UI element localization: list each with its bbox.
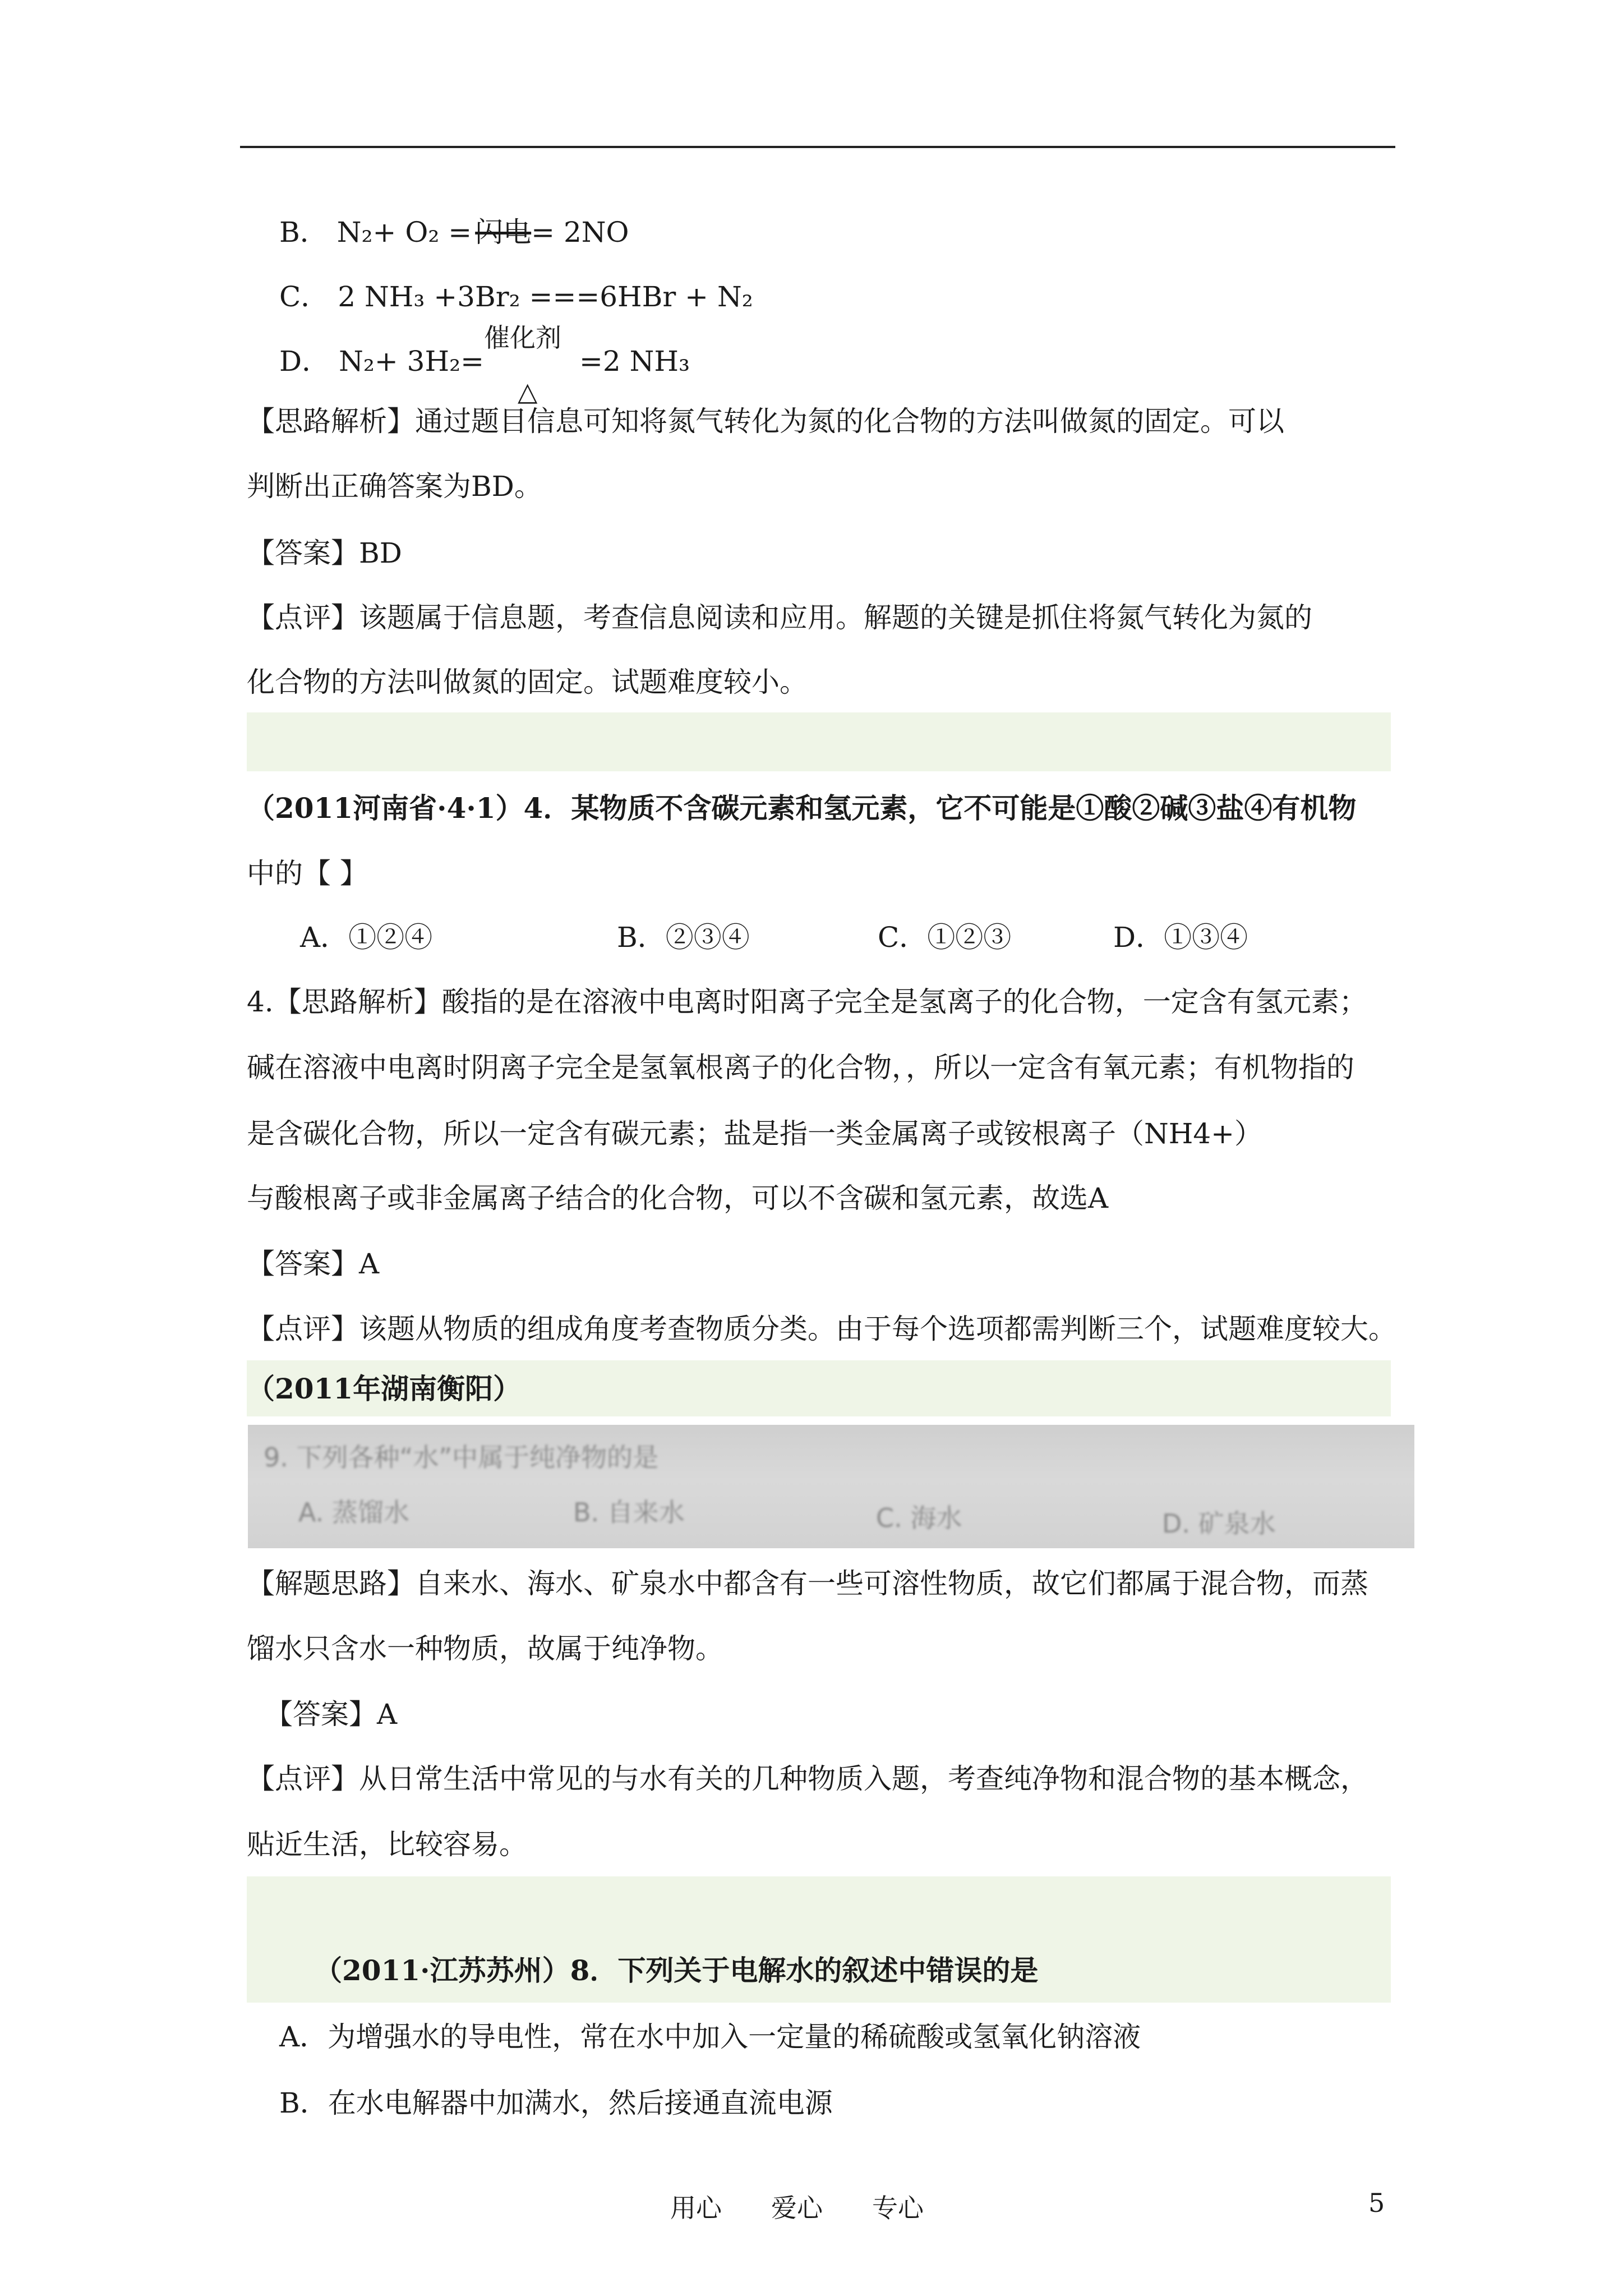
- option-b-product: = 2NO: [531, 216, 629, 249]
- q4-option-a: A．①②④: [300, 921, 433, 954]
- q9-source: （2011年湖南衡阳）: [247, 1372, 522, 1405]
- q8-option-a: A．为增强水的导电性，常在水中加入一定量的稀硫酸或氢氧化钠溶液: [279, 2021, 1141, 2053]
- q4-analysis-line-1: 4.【思路解析】酸指的是在溶液中电离时阳离子完全是氢离子的化合物，一定含有氢元素；: [247, 986, 1367, 1018]
- q8-stem-text: （2011·江苏苏州）8．下列关于电解水的叙述中错误的是: [314, 1954, 1039, 1987]
- option-c: [279, 279, 753, 314]
- comment-line-2: 化合物的方法叫做氮的固定。试题难度较小。: [247, 666, 808, 698]
- q9-scanned-photo: [248, 1425, 1414, 1548]
- option-c-formula: 2 NH₃ +3Br₂ ===6HBr + N₂: [338, 280, 753, 313]
- heat-triangle-icon: △: [518, 376, 538, 407]
- comment-line-1: 【点评】该题属于信息题，考查信息阅读和应用。解题的关键是抓住将氮气转化为氮的: [247, 601, 1312, 634]
- q9-photo-option-a: A. 蒸馏水: [298, 1497, 409, 1527]
- page-number: 5: [1368, 2188, 1385, 2218]
- q4-answer: 【答案】A: [247, 1248, 380, 1280]
- option-b-formula: N₂+ O₂ =: [336, 216, 472, 249]
- q4-option-c: C．①②③: [878, 921, 1012, 954]
- option-b-label: B．: [279, 216, 328, 249]
- q9-comment-line-1: 【点评】从日常生活中常见的与水有关的几种物质入题，考查纯净物和混合物的基本概念，: [247, 1763, 1368, 1795]
- separator-band: [247, 712, 1391, 771]
- q9-comment-line-2: 贴近生活，比较容易。: [247, 1828, 527, 1861]
- footer-motto-2: 爱心: [771, 2193, 823, 2223]
- q9-answer: 【答案】A: [265, 1698, 398, 1731]
- option-d-label: D．: [279, 345, 330, 378]
- option-b: [279, 215, 629, 250]
- q4-comment: 【点评】该题从物质的组成角度考查物质分类。由于每个选项都需判断三个，试题难度较大。: [247, 1313, 1396, 1345]
- q4-stem-line-1: [247, 791, 1356, 826]
- q4-option-b: B．②③④: [617, 921, 750, 954]
- q8-stem: [314, 1953, 1038, 1988]
- option-d: [279, 323, 690, 407]
- option-b-condition: 闪电: [475, 216, 532, 249]
- q9-photo-option-c: C. 海水: [876, 1503, 962, 1533]
- q4-option-d: D．①③④: [1113, 921, 1248, 954]
- q9-analysis-line-1: 【解题思路】自来水、海水、矿泉水中都含有一些可溶性物质，故它们都属于混合物，而蒸: [247, 1567, 1368, 1600]
- q9-analysis-line-2: 馏水只含水一种物质，故属于纯净物。: [247, 1632, 723, 1665]
- q4-analysis-line-3: 是含碳化合物，所以一定含有碳元素；盐是指一类金属离子或铵根离子（NH4+）: [247, 1117, 1263, 1150]
- q9-photo-option-d: D. 矿泉水: [1162, 1508, 1276, 1539]
- q4-stem-text: （2011河南省·4·1）4．某物质不含碳元素和氢元素，它不可能是①酸②碱③盐④有机物: [247, 792, 1357, 825]
- option-c-label: C．: [279, 280, 329, 313]
- analysis-line-2: 判断出正确答案为BD。: [247, 470, 542, 503]
- q4-stem-line-2: 中的【 】: [247, 857, 368, 890]
- option-d-product: =2 NH₃: [579, 345, 690, 378]
- q4-analysis-line-2: 碱在溶液中电离时阴离子完全是氢氧根离子的化合物，，所以一定含有氧元素；有机物指的: [247, 1051, 1354, 1084]
- option-d-formula: N₂+ 3H₂=: [339, 345, 485, 378]
- footer-motto-3: 专心: [872, 2193, 924, 2223]
- footer-motto-1: 用心: [670, 2193, 722, 2223]
- answer-prev: 【答案】BD: [247, 537, 402, 569]
- q4-analysis-line-4: 与酸根离子或非金属离子结合的化合物，可以不含碳和氢元素，故选A: [247, 1182, 1109, 1214]
- q9-photo-option-b: B. 自来水: [573, 1497, 685, 1527]
- option-d-catalyst: 催化剂: [484, 323, 562, 353]
- analysis-line-1: 【思路解析】通过题目信息可知将氮气转化为氮的化合物的方法叫做氮的固定。可以: [247, 405, 1284, 438]
- header-rule: [240, 146, 1395, 148]
- q8-option-b: B．在水电解器中加满水，然后接通直流电源: [279, 2087, 833, 2119]
- q9-photo-question: 9. 下列各种“水”中属于纯净物的是: [264, 1442, 659, 1473]
